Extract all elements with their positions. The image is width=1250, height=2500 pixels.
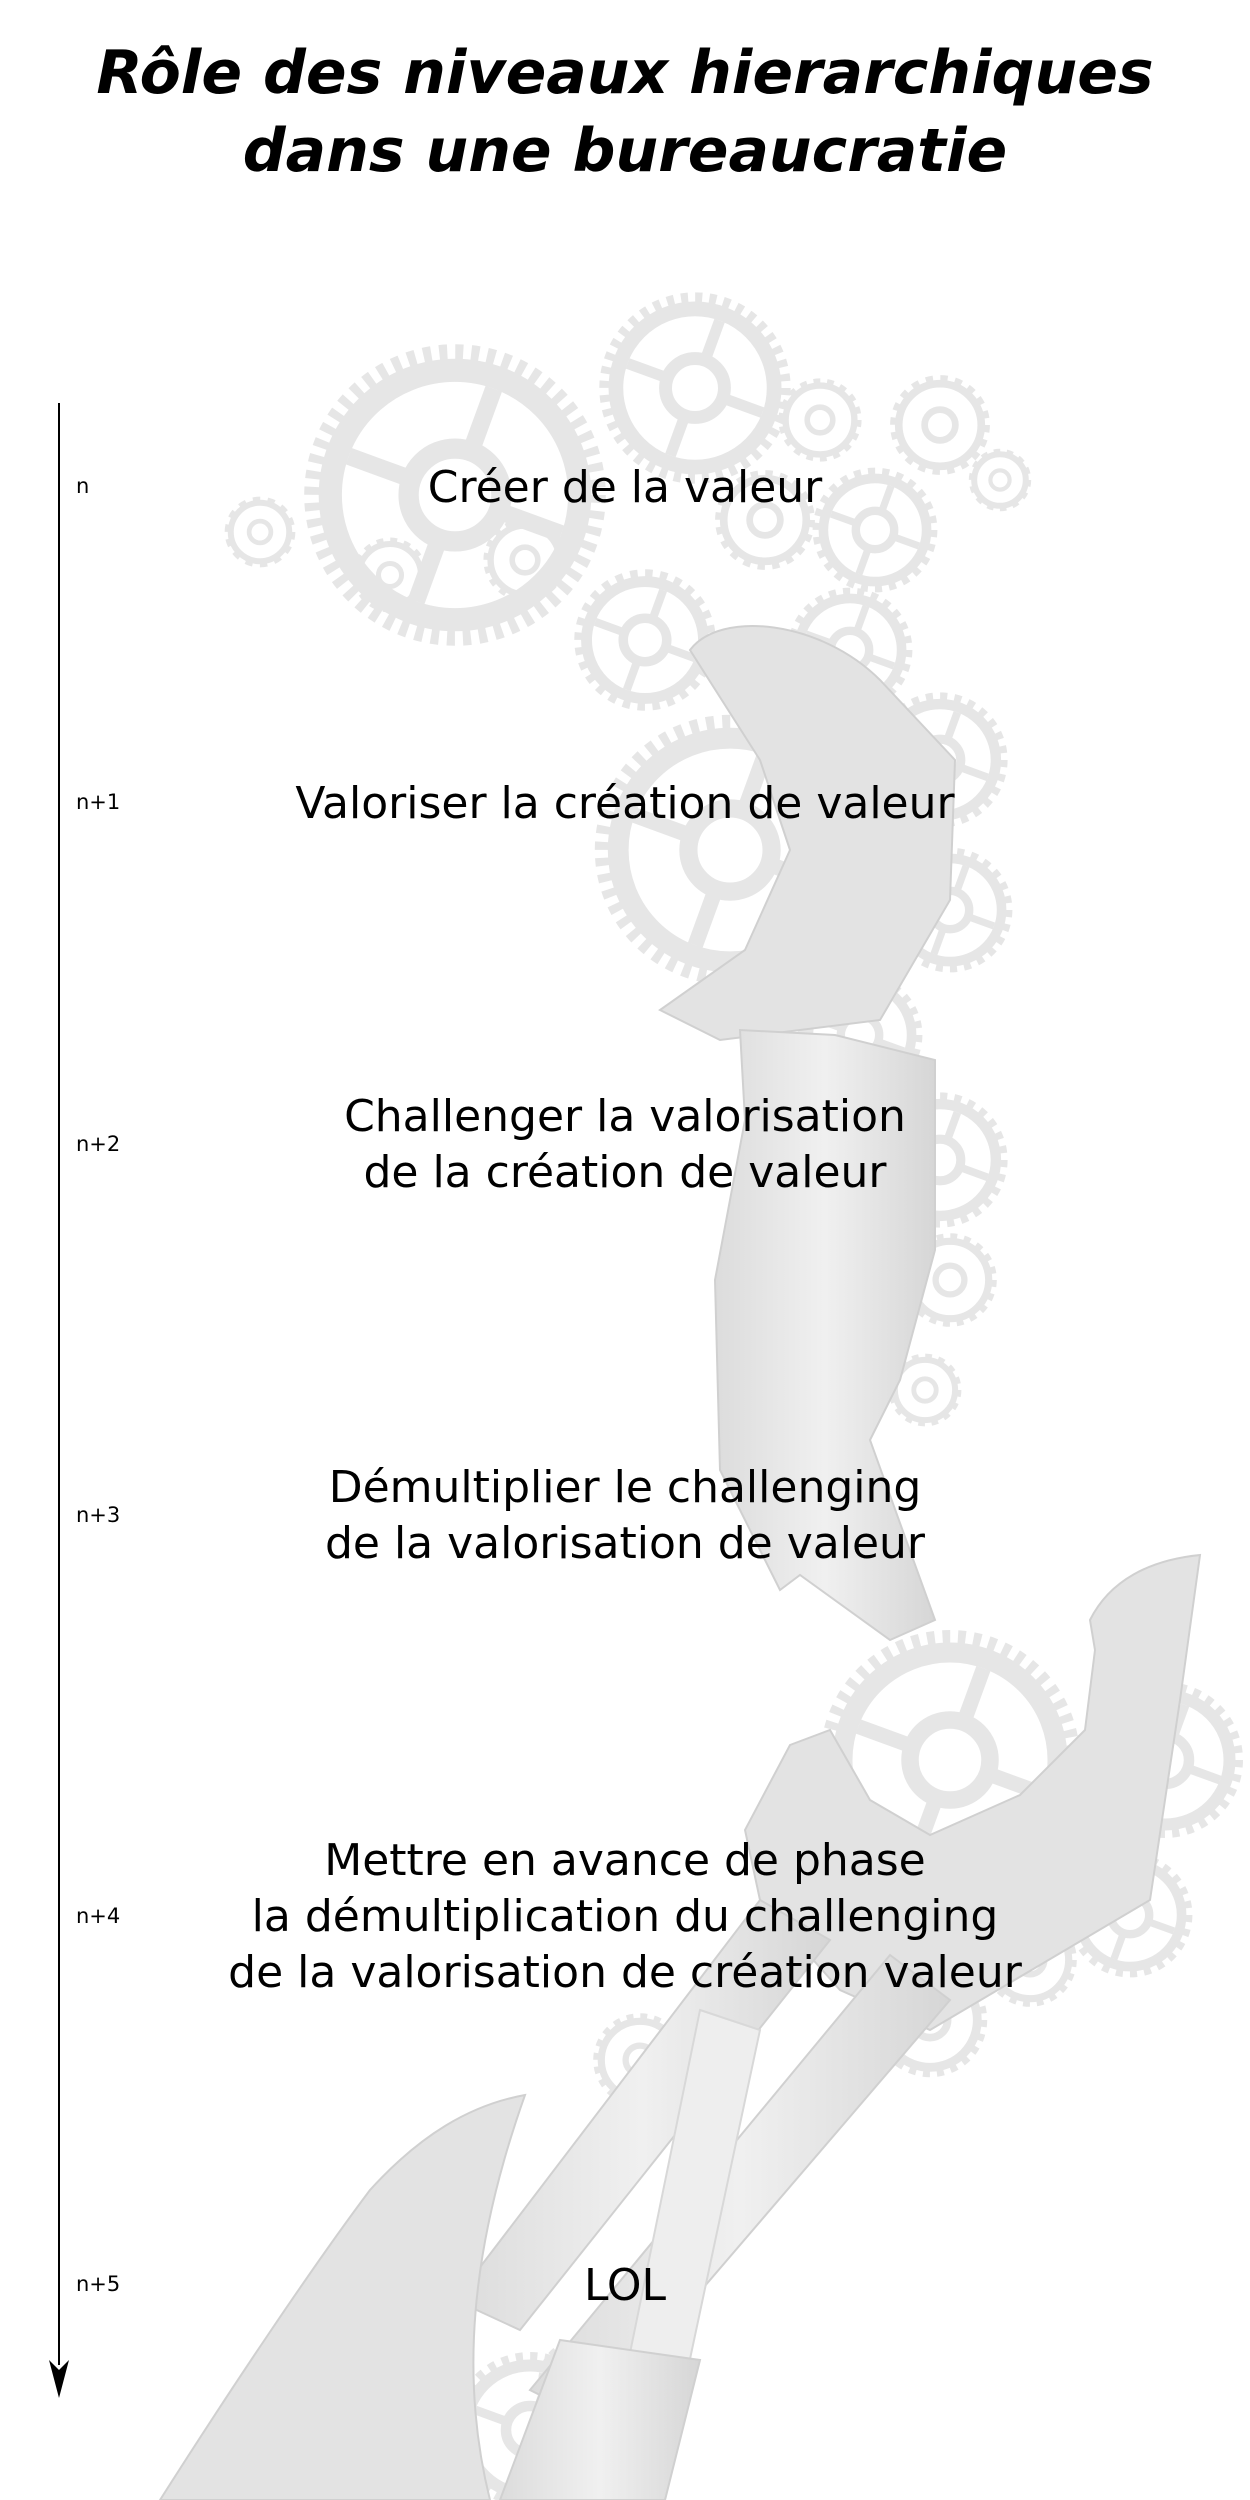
title-line-1: Rôle des niveaux hierarchiques (96, 38, 1154, 108)
gear-icon (781, 381, 859, 459)
role-line: LOL (583, 2260, 667, 2311)
level-label-n2: n+2 (76, 1132, 121, 1156)
level-label-n1: n+1 (76, 790, 121, 814)
role-line: la démultiplication du challenging (251, 1891, 999, 1942)
role-level-n (125, 460, 1125, 516)
role-level-n5 (125, 2258, 1125, 2314)
gear-icon (893, 378, 987, 472)
role-line: Challenger la valorisation (344, 1091, 906, 1142)
level-label-n5: n+5 (76, 2272, 121, 2296)
role-level-n1 (125, 776, 1125, 832)
hierarchy-axis-arrow (40, 395, 80, 2405)
role-line: de la création de valeur (363, 1147, 887, 1198)
level-label-n: n (76, 474, 90, 498)
role-line: Créer de la valeur (427, 462, 823, 513)
level-label-n4: n+4 (76, 1904, 121, 1928)
role-line: Valoriser la création de valeur (295, 778, 955, 829)
arrow-head-icon (49, 2360, 69, 2398)
role-level-n3 (125, 1460, 1125, 1572)
level-label-n3: n+3 (76, 1503, 121, 1527)
page-title (0, 34, 1250, 190)
role-line: Mettre en avance de phase (324, 1835, 926, 1886)
role-level-n4 (125, 1833, 1125, 2001)
role-line: de la valorisation de création valeur (228, 1947, 1022, 1998)
role-level-n2 (125, 1089, 1125, 1201)
gear-icon (605, 298, 785, 478)
role-line: de la valorisation de valeur (324, 1518, 926, 1569)
gear-icon (578, 573, 711, 706)
title-line-2: dans une bureaucratie (242, 116, 1008, 186)
role-line: Démultiplier le challenging (328, 1462, 922, 1513)
